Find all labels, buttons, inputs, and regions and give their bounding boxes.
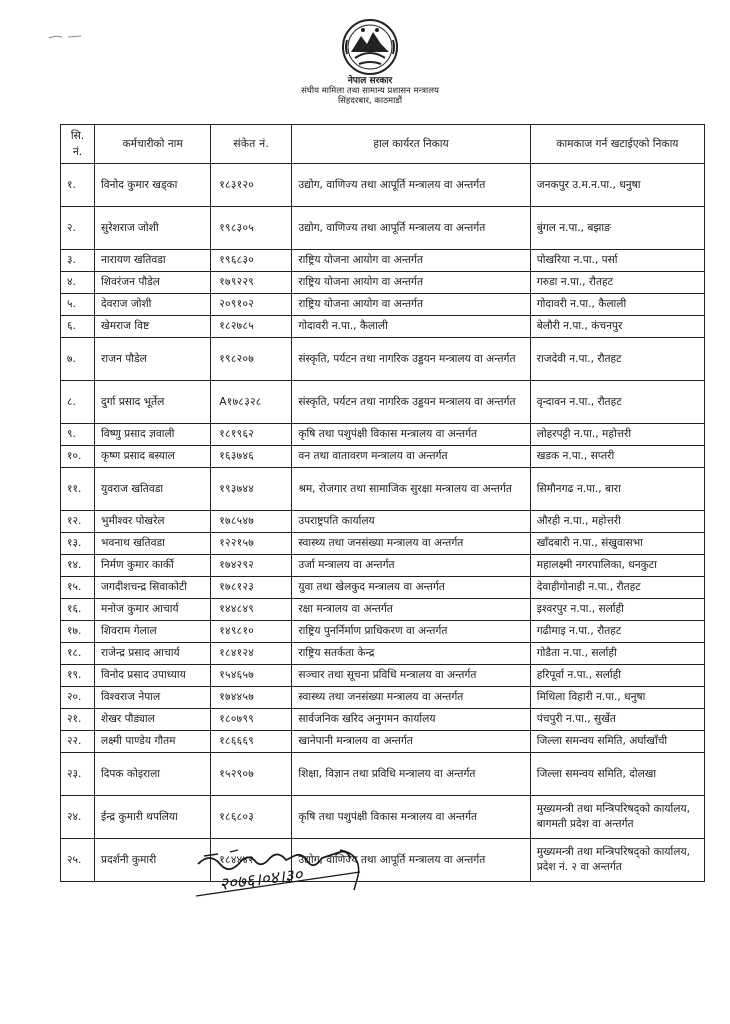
cell-sn: १९. <box>61 665 95 687</box>
cell-name: विनोद प्रसाद उपाध्याय <box>95 665 211 687</box>
cell-code: १८४४४२ <box>211 839 292 882</box>
cell-name: लक्ष्मी पाण्डेय गौतम <box>95 731 211 753</box>
cell-code: १९८२०७ <box>211 338 292 381</box>
cell-sn: ५. <box>61 294 95 316</box>
letterhead-address: सिंहदरबार, काठमाडौं <box>337 96 403 106</box>
table-row <box>61 731 705 753</box>
cell-code: १९८३०५ <box>211 207 292 250</box>
cell-name: शेखर पौड्याल <box>95 709 211 731</box>
cell-assigned-office: बुंगल न.पा., बझाङ <box>530 207 704 250</box>
cell-assigned-office: जिल्ला समन्वय समिति, अर्घाखाँची <box>530 731 704 753</box>
table-row <box>61 424 705 446</box>
cell-assigned-office: सिमौनगढ न.पा., बारा <box>530 468 704 511</box>
cell-current-office: संस्कृति, पर्यटन तथा नागरिक उड्डयन मन्त्रालय वा अन्तर्गत <box>292 338 530 381</box>
table-row <box>61 621 705 643</box>
cell-code: १८१९६२ <box>211 424 292 446</box>
cell-assigned-office: मुख्यमन्त्री तथा मन्त्रिपरिषद्को कार्यालय, बागमती प्रदेश वा अन्तर्गत <box>530 796 704 839</box>
cell-sn: १६. <box>61 599 95 621</box>
cell-sn: ३. <box>61 250 95 272</box>
cell-sn: २४. <box>61 796 95 839</box>
cell-assigned-office: मुख्यमन्त्री तथा मन्त्रिपरिषद्को कार्यालय, प्रदेश नं. २ वा अन्तर्गत <box>530 839 704 882</box>
cell-code: १७९२२९ <box>211 272 292 294</box>
cell-sn: १८. <box>61 643 95 665</box>
table-row <box>61 381 705 424</box>
cell-sn: २३. <box>61 753 95 796</box>
handwritten-signature <box>190 842 370 900</box>
cell-name: दिपक कोइराला <box>95 753 211 796</box>
cell-current-office: युवा तथा खेलकुद मन्त्रालय वा अन्तर्गत <box>292 577 530 599</box>
cell-code: १७४४५७ <box>211 687 292 709</box>
table-row <box>61 511 705 533</box>
cell-name: दुर्गा प्रसाद भूर्तेल <box>95 381 211 424</box>
cell-code: १९३७४४ <box>211 468 292 511</box>
cell-sn: १. <box>61 164 95 207</box>
cell-assigned-office: खाँदबारी न.पा., संखुवासभा <box>530 533 704 555</box>
column-header-current-office: हाल कार्यरत निकाय <box>292 125 530 164</box>
table-row <box>61 316 705 338</box>
cell-name: शिवराम गेलाल <box>95 621 211 643</box>
cell-sn: २. <box>61 207 95 250</box>
cell-sn: ११. <box>61 468 95 511</box>
column-header-sn: सि. नं. <box>61 125 95 164</box>
cell-assigned-office: खडक न.पा., सप्तरी <box>530 446 704 468</box>
cell-name: निर्मण कुमार कार्की <box>95 555 211 577</box>
cell-code: १४४८४९ <box>211 599 292 621</box>
table-row <box>61 446 705 468</box>
cell-code: २०९१०२ <box>211 294 292 316</box>
cell-sn: १२. <box>61 511 95 533</box>
cell-assigned-office: गोडैता न.पा., सर्लाही <box>530 643 704 665</box>
cell-assigned-office: लोहरपट्टी न.पा., महोत्तरी <box>530 424 704 446</box>
cell-assigned-office: महालक्ष्मी नगरपालिका, धनकुटा <box>530 555 704 577</box>
table-row <box>61 164 705 207</box>
cell-name: भुमीश्वर पोखरेल <box>95 511 211 533</box>
cell-sn: ४. <box>61 272 95 294</box>
cell-sn: ८. <box>61 381 95 424</box>
cell-code: १८३१२० <box>211 164 292 207</box>
cell-assigned-office: हरिपूर्वा न.पा., सर्लाही <box>530 665 704 687</box>
cell-sn: १४. <box>61 555 95 577</box>
cell-code: १७८५४७ <box>211 511 292 533</box>
cell-name: नारायण खतिवडा <box>95 250 211 272</box>
cell-name: प्रदर्शनी कुमारी <box>95 839 211 882</box>
cell-name: विष्णु प्रसाद ज्ञवाली <box>95 424 211 446</box>
cell-current-office: उर्जा मन्त्रालय वा अन्तर्गत <box>292 555 530 577</box>
cell-code: १८२७८५ <box>211 316 292 338</box>
table-row <box>61 599 705 621</box>
table-row <box>61 250 705 272</box>
cell-current-office: कृषि तथा पशुपंक्षी विकास मन्त्रालय वा अन्तर्गत <box>292 796 530 839</box>
cell-current-office: राष्ट्रिय योजना आयोग वा अन्तर्गत <box>292 250 530 272</box>
cell-current-office: स्वास्थ्य तथा जनसंख्या मन्त्रालय वा अन्तर्गत <box>292 687 530 709</box>
cell-current-office: संस्कृति, पर्यटन तथा नागरिक उड्डयन मन्त्रालय वा अन्तर्गत <box>292 381 530 424</box>
cell-current-office: स्वास्थ्य तथा जनसंख्या मन्त्रालय वा अन्तर्गत <box>292 533 530 555</box>
table-row <box>61 468 705 511</box>
table-row <box>61 338 705 381</box>
cell-name: ईन्द्र कुमारी थपलिया <box>95 796 211 839</box>
transfer-table <box>60 124 705 882</box>
nepal-emblem-icon <box>341 18 399 76</box>
cell-name: जगदीशचन्द्र सिवाकोटी <box>95 577 211 599</box>
cell-assigned-office: पोखरिया न.पा., पर्सा <box>530 250 704 272</box>
cell-name: विश्वराज नेपाल <box>95 687 211 709</box>
cell-name: देवराज जोशी <box>95 294 211 316</box>
cell-name: मनोज कुमार आचार्य <box>95 599 211 621</box>
cell-code: १७४२९२ <box>211 555 292 577</box>
cell-assigned-office: गरुडा न.पा., रौतहट <box>530 272 704 294</box>
cell-sn: २५. <box>61 839 95 882</box>
table-row <box>61 272 705 294</box>
cell-code: १५४६५७ <box>211 665 292 687</box>
cell-current-office: रक्षा मन्त्रालय वा अन्तर्गत <box>292 599 530 621</box>
letterhead-government: नेपाल सरकार <box>347 76 393 86</box>
table-row <box>61 796 705 839</box>
table-row <box>61 709 705 731</box>
cell-name: कृष्ण प्रसाद बस्याल <box>95 446 211 468</box>
cell-assigned-office: पंचपुरी न.पा., सुर्खेत <box>530 709 704 731</box>
table-row <box>61 207 705 250</box>
cell-sn: २०. <box>61 687 95 709</box>
letterhead <box>290 18 450 126</box>
cell-code: १८०७९९ <box>211 709 292 731</box>
table-row <box>61 753 705 796</box>
table-row <box>61 533 705 555</box>
cell-current-office: उद्योग, वाणिज्य तथा आपूर्ति मन्त्रालय वा अन्तर्गत <box>292 207 530 250</box>
cell-sn: १३. <box>61 533 95 555</box>
cell-assigned-office: वृन्दावन न.पा., रौतहट <box>530 381 704 424</box>
cell-sn: १०. <box>61 446 95 468</box>
cell-code: १७८१२३ <box>211 577 292 599</box>
cell-current-office: उद्योग, वाणिज्य तथा आपूर्ति मन्त्रालय वा अन्तर्गत <box>292 839 530 882</box>
cell-code: १८६६६९ <box>211 731 292 753</box>
table-row <box>61 577 705 599</box>
cell-current-office: शिक्षा, विज्ञान तथा प्रविधि मन्त्रालय वा अन्तर्गत <box>292 753 530 796</box>
cell-current-office: राष्ट्रिय योजना आयोग वा अन्तर्गत <box>292 294 530 316</box>
cell-name: युवराज खतिवडा <box>95 468 211 511</box>
cell-name: राजन पौडेल <box>95 338 211 381</box>
cell-current-office: गोदावरी न.पा., कैलाली <box>292 316 530 338</box>
cell-current-office: उपराष्ट्रपति कार्यालय <box>292 511 530 533</box>
table-header-row <box>61 125 705 164</box>
cell-name: विनोद कुमार खड्का <box>95 164 211 207</box>
letterhead-ministry: संघीय मामिला तथा सामान्य प्रशासन मन्त्रालय <box>301 86 439 96</box>
cell-current-office: राष्ट्रिय पुनर्निर्माण प्राधिकरण वा अन्तर्गत <box>292 621 530 643</box>
cell-assigned-office: जनकपुर उ.म.न.पा., धनुषा <box>530 164 704 207</box>
cell-sn: ७. <box>61 338 95 381</box>
cell-code: १५२९०७ <box>211 753 292 796</box>
cell-sn: १७. <box>61 621 95 643</box>
cell-assigned-office: गढीमाइ न.पा., रौतहट <box>530 621 704 643</box>
cell-assigned-office: देवाहीगोनाही न.पा., रौतहट <box>530 577 704 599</box>
cell-current-office: राष्ट्रिय सतर्कता केन्द्र <box>292 643 530 665</box>
cell-assigned-office: बेलौरी न.पा., कंचनपुर <box>530 316 704 338</box>
cell-code: १८४१२४ <box>211 643 292 665</box>
cell-name: भवनाथ खतिवडा <box>95 533 211 555</box>
cell-assigned-office: गोदावरी न.पा., कैलाली <box>530 294 704 316</box>
cell-sn: १५. <box>61 577 95 599</box>
cell-current-office: सार्वजनिक खरिद अनुगमन कार्यालय <box>292 709 530 731</box>
column-header-name: कर्मचारीको नाम <box>95 125 211 164</box>
cell-sn: ६. <box>61 316 95 338</box>
cell-assigned-office: मिथिला विहारी न.पा., धनुषा <box>530 687 704 709</box>
cell-code: १९६८३० <box>211 250 292 272</box>
cell-assigned-office: जिल्ला समन्वय समिति, दोलखा <box>530 753 704 796</box>
cell-name: शिवरंजन पौडेल <box>95 272 211 294</box>
cell-current-office: खानेपानी मन्त्रालय वा अन्तर्गत <box>292 731 530 753</box>
scan-mark <box>48 34 82 40</box>
cell-assigned-office: औरही न.पा., महोत्तरी <box>530 511 704 533</box>
cell-current-office: श्रम, रोजगार तथा सामाजिक सुरक्षा मन्त्रालय वा अन्तर्गत <box>292 468 530 511</box>
signature-date: २०७६।०४।३० <box>218 864 304 895</box>
table-body <box>61 164 705 882</box>
cell-sn: २१. <box>61 709 95 731</box>
table-row <box>61 294 705 316</box>
cell-current-office: वन तथा वातावरण मन्त्रालय वा अन्तर्गत <box>292 446 530 468</box>
cell-sn: ९. <box>61 424 95 446</box>
cell-assigned-office: राजदेवी न.पा., रौतहट <box>530 338 704 381</box>
cell-code: १६३७४६ <box>211 446 292 468</box>
cell-name: राजेन्द्र प्रसाद आचार्य <box>95 643 211 665</box>
cell-code: १८६८०३ <box>211 796 292 839</box>
cell-current-office: उद्योग, वाणिज्य तथा आपूर्ति मन्त्रालय वा अन्तर्गत <box>292 164 530 207</box>
table-row <box>61 555 705 577</box>
table-row <box>61 687 705 709</box>
table-row <box>61 643 705 665</box>
cell-name: सुरेशराज जोशी <box>95 207 211 250</box>
column-header-assigned-office: कामकाज गर्न खटाईएको निकाय <box>530 125 704 164</box>
table-row <box>61 665 705 687</box>
cell-current-office: राष्ट्रिय योजना आयोग वा अन्तर्गत <box>292 272 530 294</box>
cell-code: १४९८१० <box>211 621 292 643</box>
cell-code: A१७८३२८ <box>211 381 292 424</box>
cell-code: १२२१५७ <box>211 533 292 555</box>
cell-sn: २२. <box>61 731 95 753</box>
cell-name: खेमराज विष्ट <box>95 316 211 338</box>
column-header-code: संकेत नं. <box>211 125 292 164</box>
cell-current-office: सञ्चार तथा सूचना प्रविधि मन्त्रालय वा अन्तर्गत <box>292 665 530 687</box>
cell-current-office: कृषि तथा पशुपंक्षी विकास मन्त्रालय वा अन्तर्गत <box>292 424 530 446</box>
table-row <box>61 839 705 882</box>
cell-assigned-office: इश्वरपुर न.पा., सर्लाही <box>530 599 704 621</box>
